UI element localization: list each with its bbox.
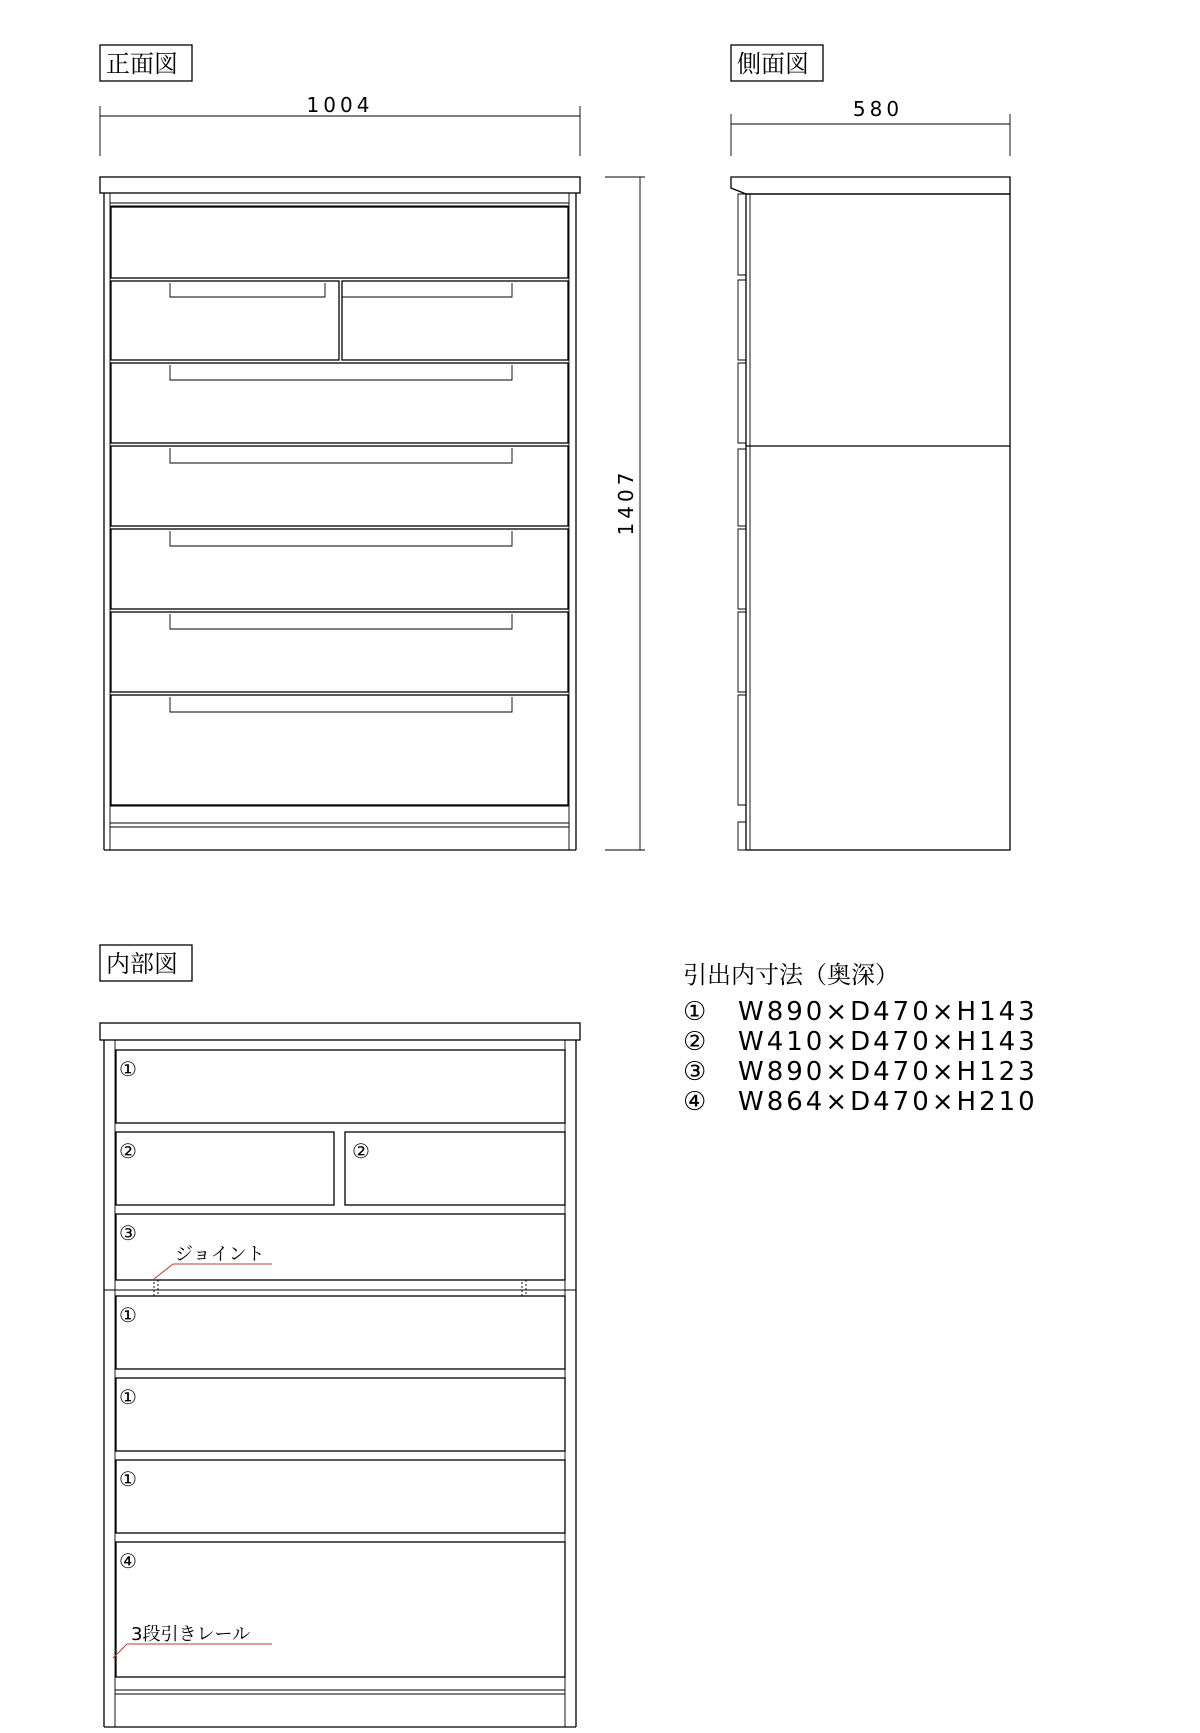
spec-row-4-mark: ④	[683, 1087, 710, 1117]
front-drawer-4	[111, 446, 568, 526]
side-body	[731, 177, 1010, 850]
handle-2-right	[342, 283, 512, 297]
spec-row-2-size: W410×D470×H143	[738, 1027, 1038, 1057]
interior-drawer-4	[116, 1296, 565, 1369]
mark-drawer-2-right: ②	[352, 1139, 370, 1163]
joint-callout	[154, 1244, 272, 1279]
handle-2-left	[170, 283, 325, 297]
drawer-spec-table	[683, 961, 1038, 1117]
interior-drawer-1	[116, 1050, 565, 1123]
interior-view	[100, 945, 580, 1727]
interior-drawer-2-left	[116, 1132, 334, 1205]
front-drawer-6	[111, 612, 568, 692]
spec-row-2-mark: ②	[683, 1027, 710, 1057]
front-drawer-3	[111, 363, 568, 443]
front-view	[100, 45, 645, 850]
interior-carcass	[100, 1023, 580, 1727]
interior-drawer-boxes	[116, 1050, 565, 1677]
mark-drawer-2-left: ②	[119, 1139, 137, 1163]
spec-row-4-size: W864×D470×H210	[738, 1087, 1038, 1117]
front-height-value: 1407	[614, 468, 638, 536]
interior-drawer-7	[116, 1542, 565, 1677]
front-handles	[170, 283, 512, 712]
mark-drawer-6: ①	[119, 1467, 137, 1491]
side-view	[731, 45, 1010, 850]
spec-row-1-size: W890×D470×H143	[738, 997, 1038, 1027]
front-view-title: 正面図	[106, 50, 178, 78]
front-drawer-2-right	[342, 281, 568, 360]
front-height-dimension	[605, 177, 645, 850]
handle-3	[170, 365, 512, 380]
handle-7	[170, 697, 512, 712]
spec-row-1-mark: ①	[683, 997, 710, 1027]
side-depth-value: 580	[852, 97, 904, 121]
front-width-value: 1004	[306, 93, 374, 117]
mark-drawer-1: ①	[119, 1057, 137, 1081]
mark-drawer-5: ①	[119, 1385, 137, 1409]
interior-drawer-2-right	[345, 1132, 565, 1205]
rail-label: 3段引きレール	[131, 1624, 251, 1645]
mark-drawer-7: ④	[119, 1549, 137, 1573]
handle-4	[170, 448, 512, 463]
handle-5	[170, 531, 512, 546]
spec-row-3-size: W890×D470×H123	[738, 1057, 1038, 1087]
side-view-title: 側面図	[737, 50, 809, 78]
spec-row-3-mark: ③	[683, 1057, 710, 1087]
interior-drawer-6	[116, 1460, 565, 1533]
spec-title: 引出内寸法（奥深）	[683, 961, 899, 989]
handle-6	[170, 614, 512, 629]
front-drawer-7	[111, 695, 568, 805]
front-drawer-2-left	[111, 281, 339, 360]
front-width-dimension	[100, 93, 580, 156]
joint-label: ジョイント	[175, 1244, 265, 1265]
mark-drawer-3: ③	[119, 1221, 137, 1245]
joint-dowels	[154, 1280, 526, 1296]
rail-callout	[113, 1624, 272, 1658]
interior-drawer-5	[116, 1378, 565, 1451]
mark-drawer-4: ①	[119, 1303, 137, 1327]
side-depth-dimension	[731, 97, 1010, 156]
front-drawer-5	[111, 529, 568, 609]
interior-view-title: 内部図	[106, 950, 178, 978]
front-drawer-1	[111, 207, 568, 278]
interior-drawer-marks	[119, 1057, 370, 1573]
